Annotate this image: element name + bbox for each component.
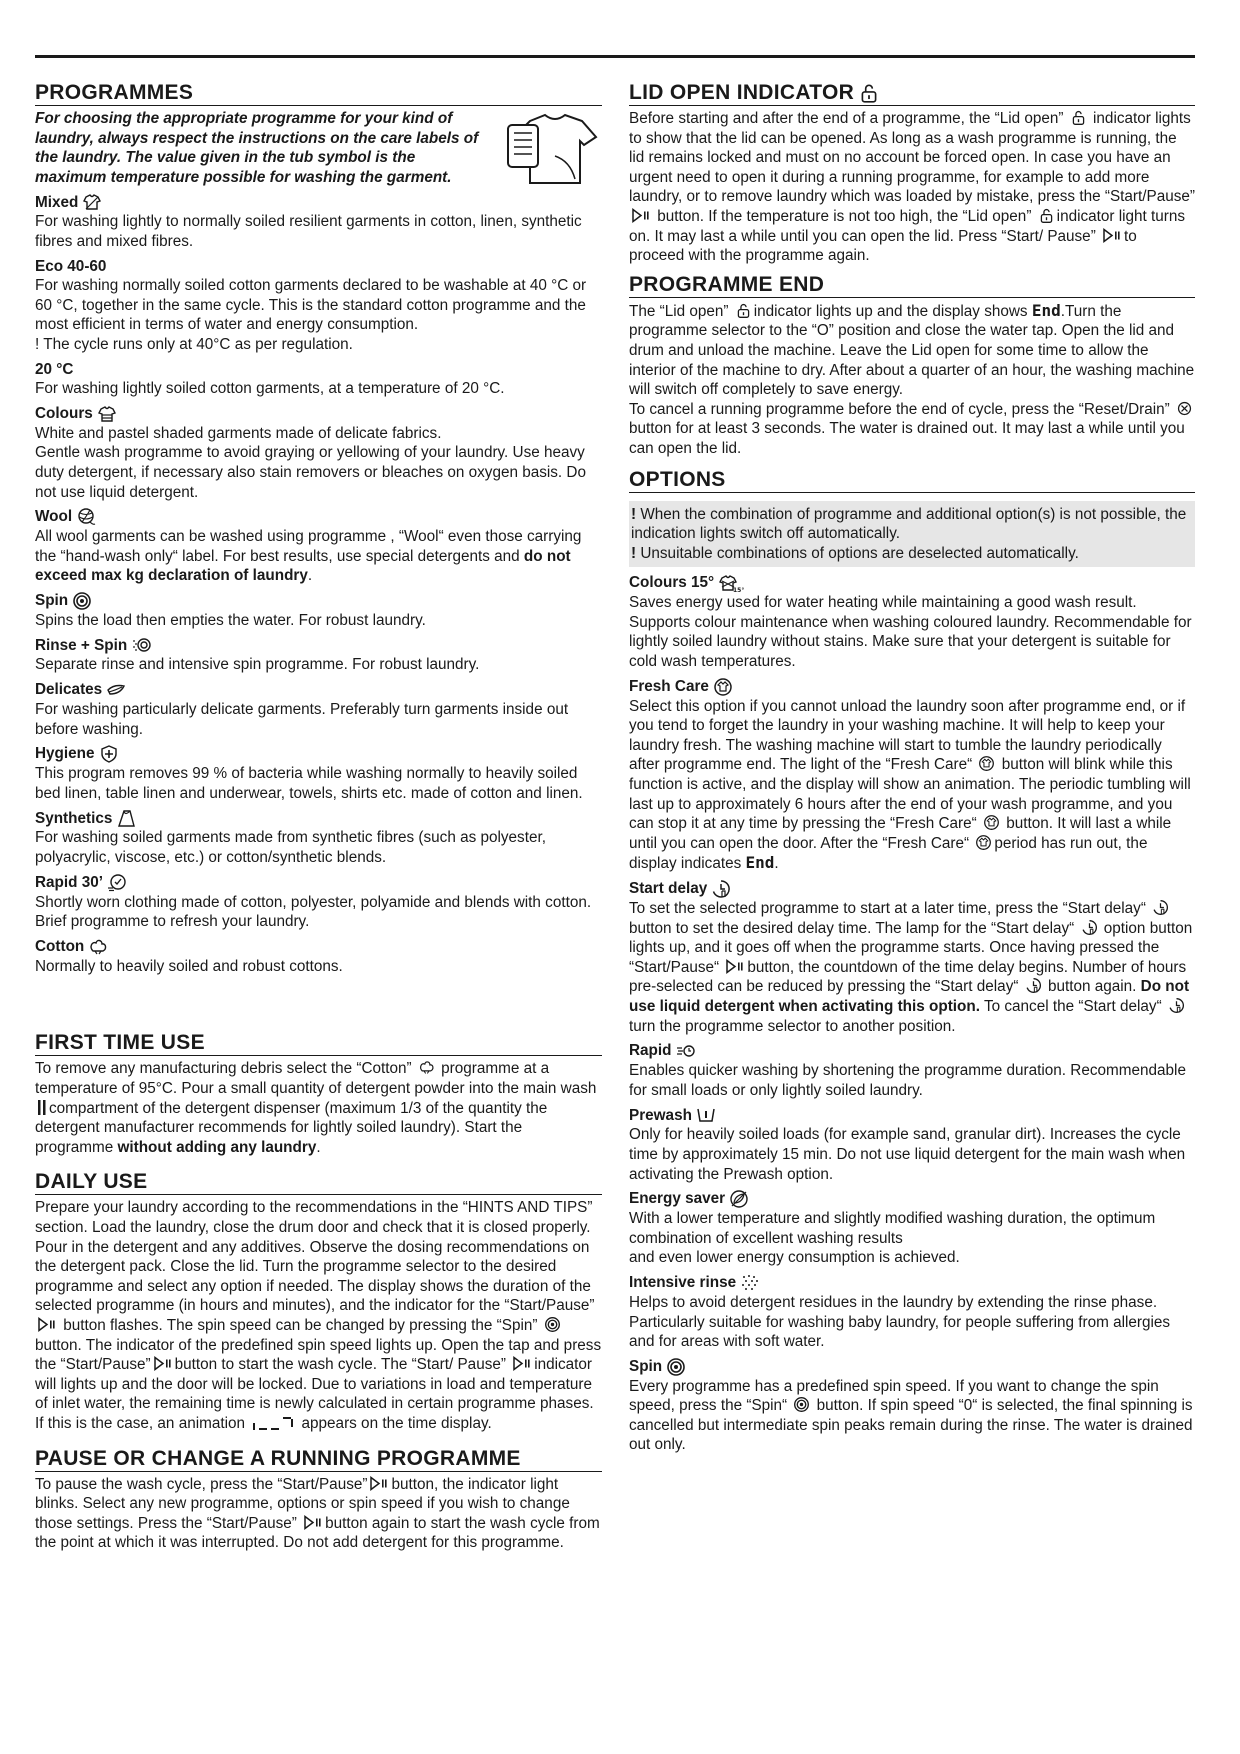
daily-use-t3: button. The indicator of the predefined spin speed lights up. Open the tap and press the “Start/Pause”: [35, 1336, 602, 1374]
option-fresh-care: [629, 677, 1195, 874]
option-spin: [629, 1357, 1195, 1455]
delay-t1: To set the selected programme to start at a later time, press the “Start delay“: [629, 900, 1146, 917]
prog-end-t2: indicator lights up and the display shows: [753, 302, 1028, 320]
spacer: [35, 1157, 602, 1169]
rapid-text: Enables quicker washing by shortening the programme duration. Recommendable for small loads or only lightly soiled laundry.: [629, 1062, 1186, 1099]
prewash-text: Only for heavily soiled loads (for example sand, granular dirt). Increases the cycle time by approximately 15 min. Do not use liquid detergent for the main wash when activating the Prewash option.: [629, 1126, 1186, 1183]
wool-ball-icon: [76, 507, 96, 527]
energy-saver-icon: [729, 1189, 749, 1209]
care-label-tshirt-icon: [500, 111, 600, 187]
start-delay-inline-icon: [1025, 977, 1042, 994]
daily-use-text: [35, 1198, 602, 1433]
colours15-title: Colours 15°: [629, 574, 715, 592]
intensive-rinse-title: Intensive rinse: [629, 1274, 737, 1292]
energy-saver-text-1: With a lower temperature and slightly modified washing duration, the optimum combination of excellent washing results: [629, 1210, 1156, 1247]
delicates-title: Delicates: [35, 681, 103, 699]
delay-t3: option button lights up, and it goes off when the programme starts. Once having pressed the “Start/Pause“: [629, 919, 1193, 976]
start-delay-title: Start delay: [629, 880, 708, 898]
option-intensive-rinse: [629, 1273, 1195, 1352]
prog-end-t1: The “Lid open”: [629, 302, 729, 320]
spin-t1: Every programme has a predefined spin speed. If you want to change the spin speed, press the “Spin“: [629, 1377, 1159, 1415]
pause-t3: button again to start the wash cycle from the point at which it was interrupted. Do not add detergent for this programme.: [35, 1514, 600, 1552]
delicates-text: For washing particularly delicate garments. Preferably turn garments inside out before washing.: [35, 701, 569, 738]
twenty-text: For washing lightly soiled cotton garments, at a temperature of 20 °C.: [35, 380, 505, 398]
daily-use-t1: Prepare your laundry according to the recommendations in the “HINTS AND TIPS” section. Load the laundry, close the drum door and check that it is closed properly. Pour in the detergent and any additives. Observe the dosing recommendations on the detergent pack. Close the lid. Turn the programme selector to the desired programme and select any option if needed. The display shows the duration of the selected programme (in hours and minutes), and the indicator for the “Start/Pause”: [35, 1199, 595, 1315]
rapid-icon: [676, 1041, 696, 1061]
cotton-icon: [88, 937, 108, 957]
daily-use-title: DAILY USE: [35, 1169, 602, 1195]
reset-drain-icon: [1176, 400, 1193, 417]
pause-t1: To pause the wash cycle, press the “Start/Pause”: [35, 1475, 368, 1493]
notice-2-text: Unsuitable combinations of options are deselected automatically.: [636, 544, 1079, 562]
fresh-t5: .: [774, 855, 779, 873]
fresh-care-text: [629, 697, 1195, 874]
lid-open-inline-icon: [735, 302, 752, 319]
intensive-rinse-text: Helps to avoid detergent residues in the laundry by extending the rinse phase. Particularly suitable for washing baby laundry, for people suffering from allergies and for areas with soft water.: [629, 1293, 1171, 1351]
pause-text: [35, 1475, 602, 1553]
start-delay-inline-icon: [1081, 919, 1098, 936]
programme-end-cancel: [629, 400, 1195, 459]
prewash-title: Prewash: [629, 1106, 692, 1124]
notice-1-text: When the combination of programme and additional option(s) is not possible, the indication lights switch off automatically.: [631, 505, 1187, 543]
options-notice: [629, 501, 1195, 568]
hygiene-text: This program removes 99 % of bacteria while washing normally to heavily soiled bed linen, table linen and underwear, towels, shirts etc. made of cotton and linen.: [35, 765, 583, 802]
colours15-text: Saves energy used for water heating while maintaining a good wash result. Supports colour maintenance when washing coloured laundry. Recommendable for lightly soiled laundry without stains. Make sure that your detergent is suitable for cold wash temperatures.: [629, 594, 1192, 671]
lid-open-inline-icon: [1070, 109, 1087, 126]
first-time-t1: To remove any manufacturing debris select the “Cotton”: [35, 1060, 412, 1078]
mixed-text: For washing lightly to normally soiled resilient garments in cotton, linen, synthetic fibres and mixed fibres.: [35, 213, 582, 250]
mixed-title: Mixed: [35, 193, 79, 211]
wool-text-bold: do not exceed max kg declaration of laundry: [35, 547, 571, 585]
programme-rapid30: [35, 873, 602, 932]
spin-title: Spin: [35, 592, 69, 610]
option-energy-saver: [629, 1189, 1195, 1268]
options-title: OPTIONS: [629, 467, 1195, 493]
delay-t4: button, the countdown of the time delay begins. Number of hours pre-selected can be reduced by pressing the “Start delay“: [629, 958, 1187, 996]
notice-2-mark: !: [631, 544, 637, 562]
notice-2: [631, 544, 1193, 564]
start-pause-icon: [631, 207, 651, 224]
wool-title: Wool: [35, 508, 73, 526]
programme-synthetics: [35, 808, 602, 867]
pause-t2: button, the indicator light blinks. Select any new programme, options or spin speed if you wish to change those settings. Press the “Start/Pause”: [35, 1475, 570, 1532]
svg-text:15°: 15°: [733, 587, 745, 595]
fresh-care-inline-icon: [983, 814, 1000, 831]
programme-spin: [35, 591, 602, 631]
option-prewash: [629, 1105, 1195, 1184]
hygiene-title: Hygiene: [35, 745, 95, 763]
end-display-glyph: End: [745, 853, 775, 873]
lid-open-inline-icon: [1038, 207, 1055, 224]
start-pause-icon: [725, 958, 745, 975]
spin-text: Spins the load then empties the water. For robust laundry.: [35, 611, 426, 629]
programme-colours: [35, 404, 602, 502]
colours-title: Colours: [35, 404, 93, 422]
main-wash-compartment-icon: [37, 1099, 47, 1116]
prog-end-t4: To cancel a running programme before the end of cycle, press the “Reset/Drain”: [629, 400, 1170, 418]
first-time-t5: .: [316, 1138, 321, 1156]
eco-text: For washing normally soiled cotton garments declared to be washable at 40 °C or 60 °C, together in the same cycle. This is the standard cotton programme and the most efficient in terms of water and energy consumption.: [35, 277, 587, 334]
delay-t6: To cancel the “Start delay“: [980, 997, 1162, 1015]
rapid-title: Rapid: [629, 1042, 672, 1060]
eco-note: ! The cycle runs only at 40°C as per regulation.: [35, 335, 353, 353]
right-column: [629, 80, 1195, 1455]
fresh-t1: Select this option if you cannot unload the laundry soon after programme end, or if you tend to forget the laundry in your washing machine. It will help to keep your laundry fresh. The washing machine will start to tumble the laundry periodically after programme end. The light of the “Fresh Care“: [629, 697, 1186, 774]
fresh-care-inline-icon: [975, 834, 992, 851]
delay-t5: button again.: [1047, 978, 1141, 996]
hygiene-shield-icon: [99, 744, 119, 764]
prog-end-t3: .Turn the programme selector to the “O” position and close the water tap. Open the lid and drum and unload the machine. Leave the Lid open for some time to allow the interior of the machine to dry. After about a quarter of an hour, the washing machine will switch off completely to save energy.: [629, 302, 1195, 399]
programme-hygiene: [35, 744, 602, 803]
first-time-t2: programme at a temperature of 95°C. Pour a small quantity of detergent powder into the main wash: [35, 1060, 597, 1097]
rinse-text: Separate rinse and intensive spin programme. For robust laundry.: [35, 656, 480, 674]
programme-delicates: [35, 680, 602, 739]
rapid30-icon: [107, 873, 127, 893]
energy-saver-title: Energy saver: [629, 1190, 726, 1208]
lid-open-icon: [858, 82, 880, 104]
mixed-shirt-icon: [82, 192, 102, 212]
daily-use-t2: button flashes. The spin speed can be changed by pressing the “Spin”: [63, 1316, 538, 1334]
start-pause-icon: [369, 1475, 389, 1492]
lid-title-text: LID OPEN INDICATOR: [629, 81, 855, 104]
start-delay-icon: [711, 879, 731, 899]
delicates-feather-icon: [106, 680, 126, 700]
start-delay-text: [629, 899, 1195, 1036]
lid-t2: indicator lights to show that the lid can be opened. As long as a wash programme is running, the lid remains locked and must on no account be forced open. In case you have an urgent need to open it during a running programme, for example to add more laundry, or to remove laundry which was loaded by mistake, press the “Start/Pause”: [629, 110, 1195, 206]
fresh-care-icon: [713, 677, 733, 697]
start-pause-icon: [1102, 227, 1122, 244]
programme-end-text: [629, 301, 1195, 400]
start-pause-icon: [512, 1355, 532, 1372]
programme-mixed: [35, 192, 602, 251]
daily-use-t5: indicator will lights up and the door will be locked. Due to variations in load and temperature of inlet water, the remaining time is newly calculated in certain programme phases. If this is the case, an animation: [35, 1356, 594, 1432]
prog-end-t5: button for at least 3 seconds. The water is drained out. It may last a while until you can open the lid.: [629, 420, 1185, 457]
first-time-bold: without adding any laundry: [117, 1138, 317, 1156]
lid-t3: button. If the temperature is not too high, the “Lid open”: [657, 207, 1032, 225]
fresh-t2: button will blink while this function is active, and the display will show an animation. The periodic tumbling will last up to approximately 6 hours after the end of your wash programme, and you can stop it at any time by pressing the “Fresh Care“: [629, 756, 1191, 833]
colours15-icon: [718, 573, 745, 595]
spin-inline-icon: [544, 1316, 561, 1333]
pause-title: PAUSE OR CHANGE A RUNNING PROGRAMME: [35, 1446, 602, 1472]
spin-t2: button. If spin speed “0“ is selected, the final spinning is cancelled but intermediate spin peaks remain during the rinse. The water is drained out only.: [629, 1397, 1193, 1454]
start-pause-icon: [153, 1355, 173, 1372]
rapid30-title: Rapid 30’: [35, 873, 104, 891]
synthetics-icon: [116, 808, 136, 828]
programme-eco: [35, 257, 602, 355]
left-column: [35, 80, 602, 1553]
delay-bold: Do not use liquid detergent when activating this option.: [629, 978, 1190, 1015]
rinse-title: Rinse + Spin: [35, 636, 128, 654]
programmes-intro-block: [35, 109, 602, 187]
colours-text-2: Gentle wash programme to avoid graying or yellowing of your laundry. Use heavy duty detergent, if necessary also stain removers or bleaches on oxygen basis. Do not use liquid detergent.: [35, 444, 586, 501]
spin-icon: [666, 1357, 686, 1377]
programmes-title: PROGRAMMES: [35, 80, 602, 106]
option-start-delay: [629, 879, 1195, 1036]
end-display-glyph: End: [1031, 300, 1061, 320]
fresh-care-inline-icon: [978, 755, 995, 772]
delay-t7: turn the programme selector to another position.: [629, 1017, 956, 1035]
programme-wool: [35, 507, 602, 586]
eco-title: Eco 40-60: [35, 257, 107, 275]
colours-shirt-icon: [97, 404, 117, 424]
start-delay-inline-icon: [1168, 997, 1185, 1014]
fresh-t3: button. It will last a while until you can open the door. After the “Fresh Care“: [629, 815, 1172, 852]
cotton-inline-icon: [418, 1059, 435, 1076]
start-delay-inline-icon: [1152, 899, 1169, 916]
wool-text-c: .: [307, 567, 313, 585]
lid-t4: indicator light turns on. It may last a while until you can open the lid. Press “Start/ Pause”: [629, 207, 1186, 245]
cotton-text: Normally to heavily soiled and robust cottons.: [35, 957, 343, 975]
option-colours15: [629, 573, 1195, 671]
spacer: [35, 1434, 602, 1446]
programme-rinse-spin: [35, 635, 602, 675]
fresh-t4: period has run out, the display indicates: [629, 834, 1148, 873]
cotton-title: Cotton: [35, 938, 85, 956]
daily-use-t6: appears on the time display.: [301, 1414, 492, 1432]
wool-text-a: All wool garments can be washed using programme , “Wool“ even those carrying the “hand-wash only“ label. For best results, use special detergents and: [35, 528, 582, 565]
lid-text: [629, 109, 1195, 266]
spacer: [35, 976, 602, 1030]
rinse-spin-icon: [131, 635, 151, 655]
first-time-t3: compartment of the detergent dispenser (maximum 1/3 of the quantity the detergent manufacturer recommends for lightly soiled laundry). Start the programme: [35, 1099, 548, 1156]
notice-1-mark: !: [631, 505, 637, 523]
option-spin-text: [629, 1377, 1195, 1455]
lid-title: [629, 80, 1195, 106]
wool-text: [35, 527, 602, 586]
daily-use-t4: button to start the wash cycle. The “Start/ Pause”: [174, 1356, 506, 1374]
start-pause-icon: [37, 1316, 57, 1333]
animation-segments-icon: [251, 1414, 295, 1431]
prewash-tub-icon: [696, 1105, 716, 1125]
intensive-rinse-icon: [740, 1273, 760, 1293]
rapid30-text: Shortly worn clothing made of cotton, polyester, polyamide and blends with cotton. Brief programme to refresh your laundry.: [35, 893, 592, 931]
delay-t2: button to set the desired delay time. The lamp for the “Start delay“: [629, 919, 1075, 937]
notice-1: [631, 505, 1193, 544]
top-rule: [35, 55, 1195, 58]
twenty-title: 20 °C: [35, 360, 74, 378]
first-time-text: [35, 1059, 602, 1157]
synthetics-text: For washing soiled garments made from synthetic fibres (such as polyester, polyacrylic, viscose, etc.) or cotton/synthetic blends.: [35, 829, 546, 867]
colours-text-1: White and pastel shaded garments made of delicate fabrics.: [35, 424, 442, 442]
spin-icon: [72, 591, 92, 611]
first-time-title: FIRST TIME USE: [35, 1030, 602, 1056]
spin-inline-icon: [793, 1396, 810, 1413]
programme-end-title: PROGRAMME END: [629, 272, 1195, 298]
option-spin-title: Spin: [629, 1357, 663, 1375]
option-rapid: [629, 1041, 1195, 1100]
fresh-care-title: Fresh Care: [629, 677, 709, 695]
spacer: [629, 459, 1195, 467]
synthetics-title: Synthetics: [35, 809, 113, 827]
programme-20c: [35, 360, 602, 399]
lid-t5: to proceed with the programme again.: [629, 227, 1137, 265]
programmes-intro: For choosing the appropriate programme for your kind of laundry, always respect the instructions on the care labels of the laundry. The value given in the tub symbol is the maximum temperature possible for washing the garment.: [35, 110, 479, 186]
start-pause-icon: [303, 1514, 323, 1531]
lid-t1: Before starting and after the end of a programme, the “Lid open”: [629, 110, 1064, 127]
programme-cotton: [35, 937, 602, 977]
energy-saver-text-2: and even lower energy consumption is achieved.: [629, 1249, 960, 1267]
